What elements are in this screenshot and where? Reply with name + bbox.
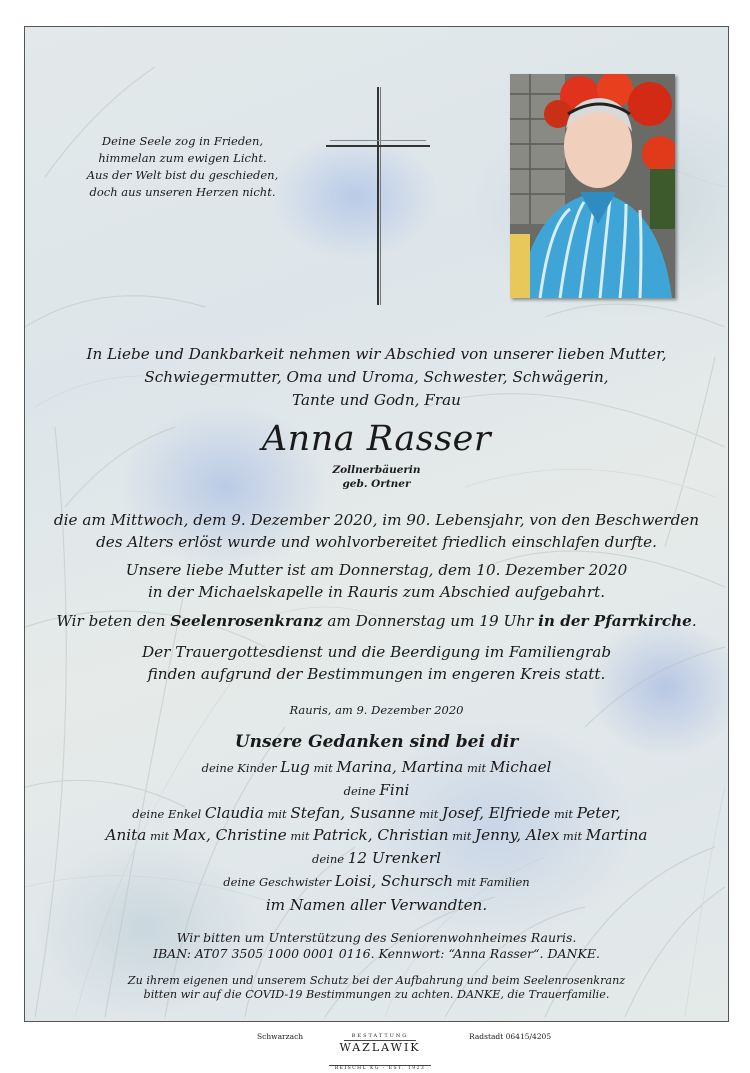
family-fini: deine Fini — [343, 781, 410, 799]
family-all: im Namen aller Verwandten. — [265, 896, 488, 914]
footer-location-right: Radstadt 06415/4205 — [469, 1032, 552, 1041]
covid-notice: Zu ihrem eigenen und unserem Schutz bei der Aufbahrung und beim Seelenrosenkranz bitten wir auf die COVID-19 Bestimmungen zu achten. DANKE, die Trauerfamilie. — [127, 974, 626, 1001]
maiden-name: geb. Ortner — [342, 478, 411, 490]
family-siblings: deine Geschwister Loisi, Schursch mit Familien — [223, 872, 530, 890]
portrait-photo — [510, 74, 675, 298]
deceased-name: Anna Rasser — [261, 419, 492, 459]
funeral-text: Der Trauergottesdienst und die Beerdigung im Familiengrab finden aufgrund der Bestimmungen im engeren Kreis statt. — [141, 643, 612, 683]
verse: Deine Seele zog in Frieden, himmelan zum ewigen Licht. Aus der Welt bist du geschieden, doch aus unseren Herzen nicht. — [86, 134, 279, 199]
viewing-text: Unsere liebe Mutter ist am Donnerstag, dem 10. Dezember 2020 in der Michaelskapelle in Rauris zum Abschied aufgebahrt. — [125, 561, 628, 601]
portrait-image — [510, 74, 675, 298]
family-great-grandchildren: deine 12 Urenkerl — [311, 849, 441, 867]
footer-location-left: Schwarzach — [257, 1032, 304, 1041]
passing-text: die am Mittwoch, dem 9. Dezember 2020, im 90. Lebensjahr, von den Beschwerden des Alters erlöst wurde und wohlvorbereitet friedlich einschlafen durfte. — [53, 511, 700, 551]
footer — [0, 1022, 750, 1071]
place-date: Rauris, am 9. Dezember 2020 — [289, 703, 464, 717]
family-grandchildren-2: Anita mit Max, Christine mit Patrick, Christian mit Jenny, Alex mit Martina — [105, 826, 648, 844]
family-grandchildren-1: deine Enkel Claudia mit Stefan, Susanne mit Josef, Elfriede mit Peter, — [132, 804, 621, 822]
intro-text: In Liebe und Dankbarkeit nehmen wir Abschied von unserer lieben Mutter, Schwiegermutter, Oma und Uroma, Schwester, Schwägerin, Tante und Godn, Frau — [86, 345, 667, 409]
funeral-home-logo: BESTATTUNG WAZLAWIK REISCHL KG · EST. 1923 — [305, 1022, 455, 1052]
family-children: deine Kinder Lug mit Marina, Martina mit Michael — [201, 758, 552, 776]
obituary-card — [24, 26, 729, 1022]
donation-request: Wir bitten um Unterstützung des Seniorenwohnheimes Rauris. IBAN: AT07 3505 1000 0001 0116. Kennwort: “Anna Rasser“. DANKE. — [153, 930, 600, 961]
thoughts-heading: Unsere Gedanken sind bei dir — [234, 732, 519, 752]
rosary-text: Wir beten den Seelenrosenkranz am Donnerstag um 19 Uhr in der Pfarrkirche. — [56, 612, 697, 630]
farm-name: Zollnerbäuerin — [332, 464, 421, 476]
